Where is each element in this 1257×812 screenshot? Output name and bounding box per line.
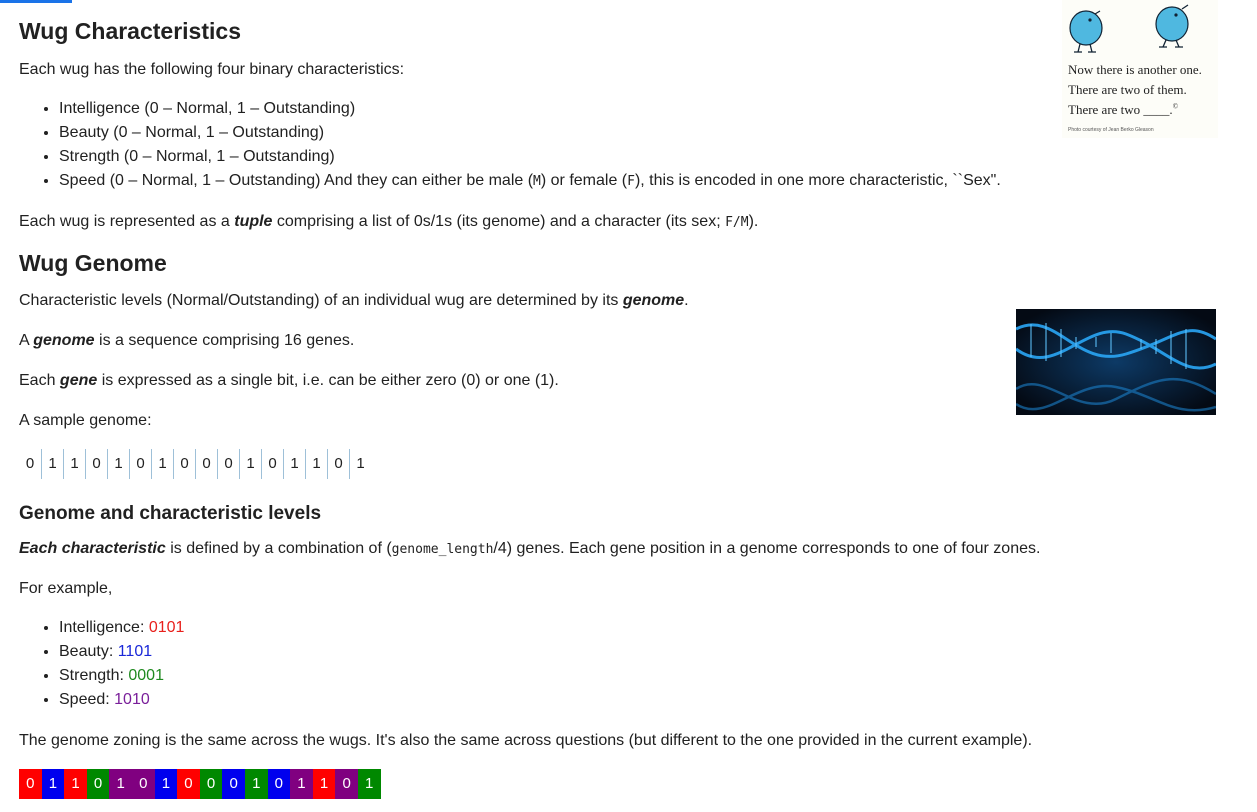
dna-helix-image <box>1016 309 1216 415</box>
colored-genome-bit: 1 <box>109 769 132 799</box>
zoning-note: The genome zoning is the same across the wugs. It's also the same across questions (but different to the one provided in the current example). <box>19 732 1033 749</box>
sample-genome-strip <box>19 449 371 479</box>
colored-genome-bit: 0 <box>222 769 245 799</box>
list-item-speed: • Speed: 1010 <box>59 688 184 712</box>
genome-definition: A genome is a sequence comprising 16 genes. <box>19 332 355 349</box>
genome-bit: 0 <box>261 449 283 479</box>
list-item-speed: • Speed (0 – Normal, 1 – Outstanding) And they can either be male (M) or female (F), this is encoded in one more characteristic, ``Sex". <box>59 169 1001 194</box>
genome-bit: 1 <box>63 449 85 479</box>
colored-genome-bit: 1 <box>64 769 87 799</box>
level-value: 1101 <box>117 643 153 660</box>
genome-bit: 1 <box>349 449 371 479</box>
wug-bird-icon <box>1070 11 1102 52</box>
genome-term: genome <box>622 292 685 309</box>
levels-list <box>19 616 184 712</box>
colored-genome-bit: 0 <box>268 769 291 799</box>
genome-bit: 1 <box>239 449 261 479</box>
colored-genome-bit: 0 <box>335 769 358 799</box>
each-characteristic-term: Each characteristic <box>19 540 166 557</box>
genome-bit: 0 <box>327 449 349 479</box>
level-value: 0001 <box>128 667 164 684</box>
genome-bit: 1 <box>305 449 327 479</box>
colored-genome-bit: 1 <box>290 769 313 799</box>
colored-genome-strip <box>19 769 381 799</box>
colored-genome-bit: 0 <box>19 769 42 799</box>
wug-test-image <box>1062 0 1218 138</box>
gene-definition: Each gene is expressed as a single bit, i.e. can be either zero (0) or one (1). <box>19 372 559 389</box>
genome-bit: 0 <box>195 449 217 479</box>
colored-genome-bit: 0 <box>200 769 223 799</box>
colored-genome-bit: 0 <box>177 769 200 799</box>
genome-bit: 1 <box>107 449 129 479</box>
gene-term: gene <box>59 372 98 389</box>
female-code: F <box>627 174 635 189</box>
level-value: 1010 <box>114 691 150 708</box>
level-value: 0101 <box>148 619 185 636</box>
characteristics-intro: Each wug has the following four binary characteristics: <box>19 61 405 78</box>
list-item: • Strength (0 – Normal, 1 – Outstanding) <box>59 145 1001 169</box>
colored-genome-bit: 0 <box>87 769 110 799</box>
genome-bit: 1 <box>283 449 305 479</box>
genome-term: genome <box>33 332 95 349</box>
genome-intro: Characteristic levels (Normal/Outstanding) of an individual wug are determined by its genome. <box>19 292 689 309</box>
colored-genome-bit: 1 <box>313 769 336 799</box>
wug-bird-icon <box>1156 5 1188 47</box>
list-item-strength: • Strength: 0001 <box>59 664 184 688</box>
wug-genome-heading: Wug Genome <box>19 250 167 276</box>
genome-bit: 0 <box>129 449 151 479</box>
colored-genome-bit: 1 <box>358 769 381 799</box>
wug-characteristics-heading: Wug Characteristics <box>19 18 241 44</box>
colored-genome-bit: 1 <box>245 769 268 799</box>
colored-genome-bit: 1 <box>42 769 65 799</box>
for-example-label: For example, <box>19 580 113 597</box>
top-accent-bar <box>0 0 72 3</box>
characteristics-list <box>19 97 1001 194</box>
genome-bit: 0 <box>173 449 195 479</box>
colored-genome-bit: 0 <box>132 769 155 799</box>
wug-caption-line-2: There are two of them. <box>1068 82 1187 97</box>
male-code: M <box>533 174 541 189</box>
copyright-mark: © <box>1172 102 1179 111</box>
genome-bit: 1 <box>41 449 63 479</box>
sex-code: F/M <box>725 215 749 230</box>
genome-bit: 0 <box>217 449 239 479</box>
genome-bit: 0 <box>85 449 107 479</box>
list-item: • Intelligence (0 – Normal, 1 – Outstanding) <box>59 97 1001 121</box>
wug-caption-line-1: Now there is another one. <box>1068 62 1202 77</box>
list-item-intelligence: • Intelligence: 0101 <box>59 616 184 640</box>
dna-helix-illustration <box>1016 309 1216 415</box>
tuple-description: Each wug is represented as a tuple comprising a list of 0s/1s (its genome) and a character (its sex; F/M). <box>19 213 759 230</box>
photo-credit: Photo courtesy of Jean Berko Gleason <box>1068 127 1154 133</box>
genome-bit: 0 <box>25 455 35 472</box>
characteristic-definition: Each characteristic is defined by a combination of (genome_length/4) genes. Each gene position in a genome corresponds to one of four zones. <box>19 540 1041 557</box>
colored-genome-bit: 1 <box>155 769 178 799</box>
list-item: • Beauty (0 – Normal, 1 – Outstanding) <box>59 121 1001 145</box>
wug-caption-line-3: There are two ____.© <box>1068 102 1179 117</box>
two-wugs-illustration <box>1062 0 1218 60</box>
genome-bit: 1 <box>151 449 173 479</box>
sample-genome-label: A sample genome: <box>19 412 152 429</box>
genome-levels-heading: Genome and characteristic levels <box>19 503 322 524</box>
tuple-term: tuple <box>234 213 273 230</box>
genome-length-code: genome_length <box>391 542 494 557</box>
list-item-beauty: • Beauty: 1101 <box>59 640 184 664</box>
